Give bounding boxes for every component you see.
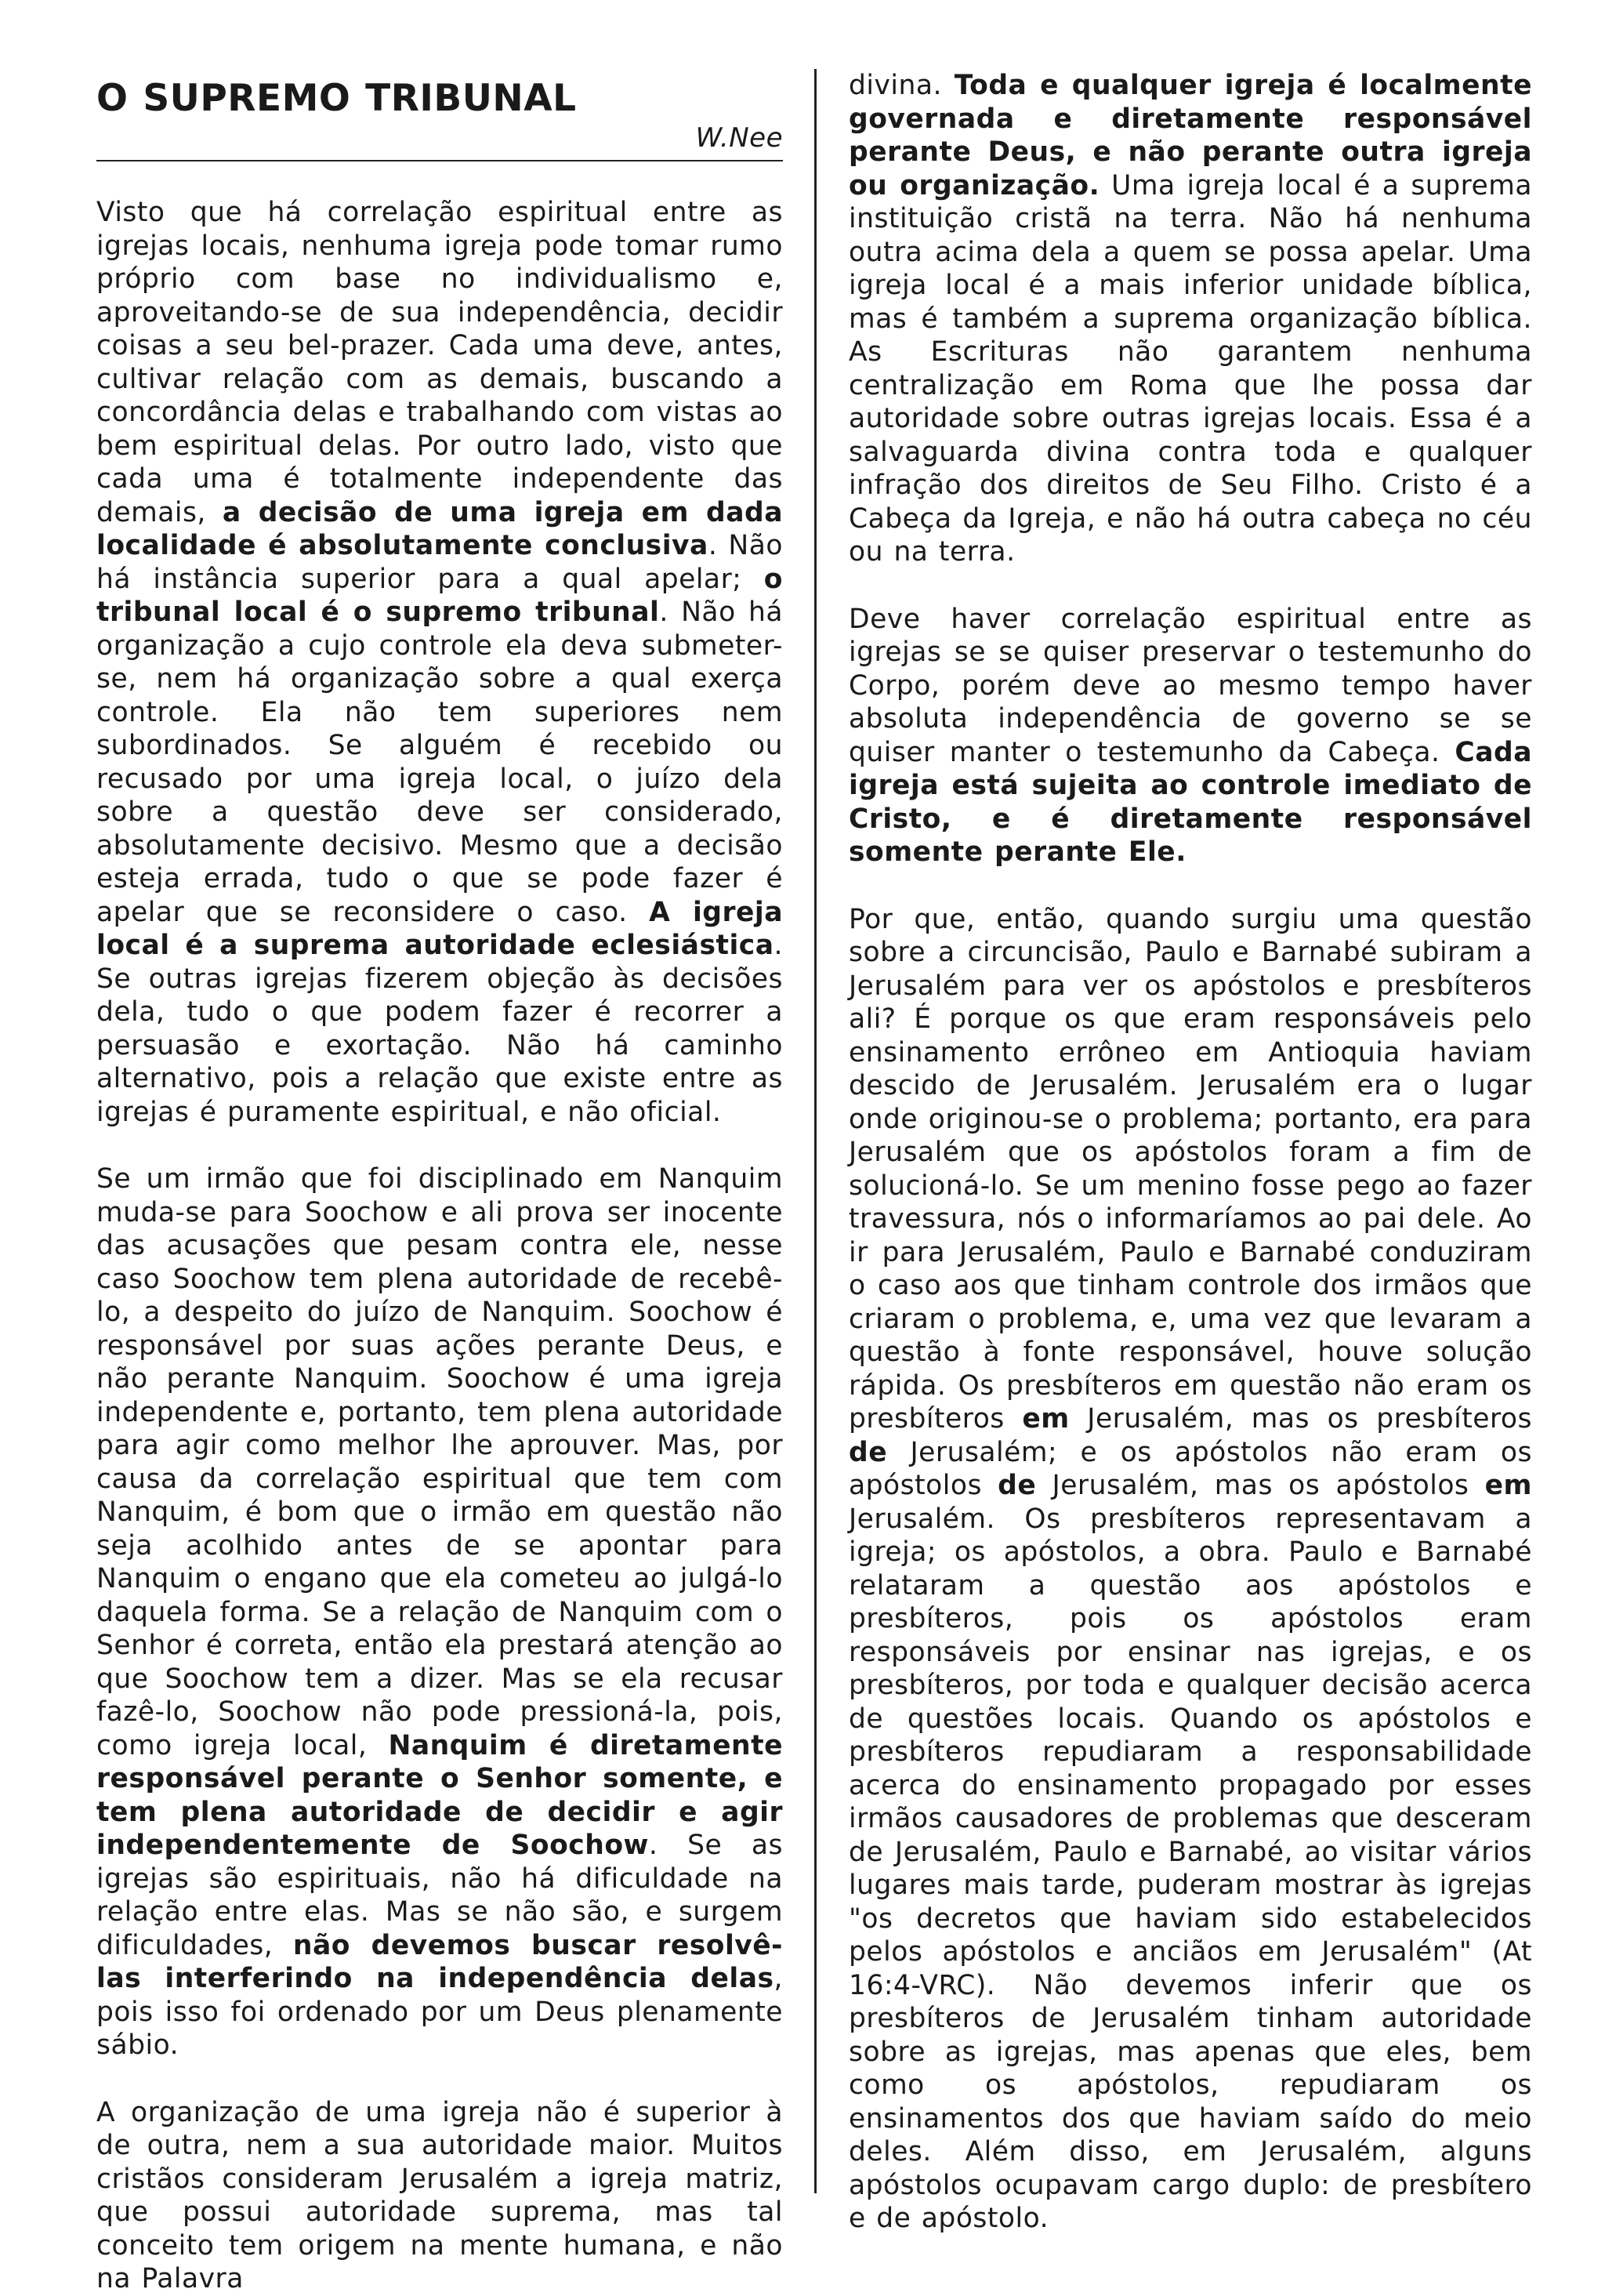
text-span: Deve haver correlação espiritual entre as igrejas se se quiser preservar o testemunho do Corpo, porém deve ao mesmo tempo haver absoluta independência de governo se se quiser manter o testemunho da Cabeça. <box>849 603 1532 768</box>
text-span: Se um irmão que foi disciplinado em Nanquim muda-se para Soochow e ali prova ser inocente das acusações que pesam contra ele, nesse caso Soochow tem plena autoridade de recebê-lo, a despeito do juízo de Nanquim. Soochow é responsável por suas ações perante Deus, e não perante Nanquim. Soochow é uma igreja independente e, portanto, tem plena autoridade para agir como melhor lhe aprouver. Mas, por causa da correlação espiritual que tem com Nanquim, é bom que o irmão em questão não seja acolhido antes de se apontar para Nanquim o engano que ela cometeu ao julgá-lo daquela forma. Se a relação de Nanquim com o Senhor é correta, então ela prestará atenção ao que Soochow tem a dizer. Mas se ela recusar fazê-lo, Soochow não pode pressioná-la, pois, como igreja local, <box>96 1163 783 1761</box>
paragraph-4 <box>849 69 1532 569</box>
article-author: W.Nee <box>695 122 783 154</box>
bold-text: Toda e qualquer igreja é localmente governada e diretamente responsável perante Deus, e não perante outra igreja ou organização. <box>849 70 1532 201</box>
right-column <box>849 69 1532 2236</box>
bold-text: não devemos buscar resolvê-las interferindo na independência delas <box>96 1929 783 1994</box>
text-span: A organização de uma igreja não é superior à de outra, nem a sua autoridade maior. Muitos cristãos consideram Jerusalém a igreja matriz, que possui autoridade suprema, mas tal conceito tem origem na mente humana, e não na Palavra <box>96 2096 783 2294</box>
text-span: , pois isso foi ordenado por um Deus plenamente sábio. <box>96 1963 783 2061</box>
bold-text: A igreja local é a suprema autoridade eclesiástica <box>96 896 783 961</box>
text-span: . Não há instância superior para a qual apelar; <box>96 530 783 595</box>
text-span: . Se as igrejas são espirituais, não há dificuldade na relação entre elas. Mas se não são, e surgem dificuldades, <box>96 1830 784 1961</box>
text-span: . Se outras igrejas fizerem objeção às decisões dela, tudo o que podem fazer é recorrer a persuasão e exortação. Não há caminho alternativo, pois a relação que existe entre as igrejas é puramente espiritual, e não oficial. <box>96 930 783 1128</box>
text-span: Por que, então, quando surgiu uma questão sobre a circuncisão, Paulo e Barnabé subiram a Jerusalém para ver os apóstolos e presbíteros ali? É porque os que eram responsáveis pelo ensinamento errôneo em Antioquia haviam descido de Jerusalém. Jerusalém era o lugar onde originou-se o problema; portanto, era para Jerusalém que os apóstolos foram a fim de solucioná-lo. Se um menino fosse pego ao fazer travessura, nós o informaríamos ao pai dele. Ao ir para Jerusalém, Paulo e Barnabé conduziram o caso aos que tinham controle dos irmãos que criaram o problema, e, uma vez que levaram a questão à fonte responsável, houve solução rápida. Os presbíteros em questão não eram os presbíteros <box>849 903 1532 1435</box>
paragraph-5 <box>849 603 1532 869</box>
text-span: Jerusalém. Os presbíteros representavam a igreja; os apóstolos, a obra. Paulo e Barnabé relataram a questão aos apóstolos e presbíteros, pois os apóstolos eram responsáveis por ensinar nas igrejas, e os presbíteros, por toda e qualquer decisão acerca de questões locais. Quando os apóstolos e presbíteros repudiaram a responsabilidade acerca do ensinamento propagado por esses irmãos causadores de problemas que desceram de Jerusalém, Paulo e Barnabé, ao visitar vários lugares mais tarde, puderam mostrar às igrejas "os decretos que haviam sido estabelecidos pelos apóstolos e anciãos em Jerusalém" (At 16:4-VRC). Não devemos inferir que os presbíteros de Jerusalém tinham autoridade sobre as igrejas, mas apenas que eles, bem como os apóstolos, repudiaram os ensinamentos dos que haviam saído do meio deles. Além disso, em Jerusalém, alguns apóstolos ocupavam cargo duplo: de presbítero e de apóstolo. <box>849 1503 1532 2234</box>
text-span: . Não há organização a cujo controle ela deva submeter-se, nem há organização sobre a qual exerça controle. Ela não tem superiores nem subordinados. Se alguém é recebido ou recusado por uma igreja local, o juízo dela sobre a questão deve ser considerado, absolutamente decisivo. Mesmo que a decisão esteja errada, tudo o que se pode fazer é apelar que se reconsidere o caso. <box>96 597 783 928</box>
bold-text: Cada igreja está sujeita ao controle imediato de Cristo, e é diretamente responsável somente perante Ele. <box>849 736 1532 868</box>
paragraph-1 <box>96 196 783 1129</box>
text-span: Jerusalém; e os apóstolos não eram os apóstolos <box>849 1436 1532 1501</box>
paragraph-6 <box>849 903 1532 2236</box>
text-span: Visto que há correlação espiritual entre as igrejas locais, nenhuma igreja pode tomar rumo próprio com base no individualismo e, aproveitando-se de sua independência, decidir coisas a seu bel-prazer. Cada uma deve, antes, cultivar relação com as demais, buscando a concordância delas e trabalhando com vistas ao bem espiritual delas. Por outro lado, visto que cada uma é totalmente independente das demais, <box>96 197 783 528</box>
bold-text: Nanquim é diretamente responsável perante o Senhor somente, e tem plena autoridade de decidir e agir independentemente de Soochow <box>96 1729 783 1861</box>
article-title: O SUPREMO TRIBUNAL <box>96 77 577 120</box>
text-span: Jerusalém, mas os apóstolos <box>1036 1470 1485 1501</box>
text-span: Jerusalém, mas os presbíteros <box>1069 1403 1532 1435</box>
paragraph-3 <box>96 2096 783 2296</box>
bold-text: em <box>1022 1403 1070 1435</box>
left-column <box>96 69 783 2296</box>
column-divider <box>814 69 817 2193</box>
bold-text: em <box>1484 1470 1532 1501</box>
paragraph-2 <box>96 1163 783 2062</box>
title-rule <box>96 160 783 161</box>
text-span: divina. <box>849 70 955 101</box>
bold-text: de <box>849 1436 888 1468</box>
bold-text: de <box>998 1470 1037 1501</box>
bold-text: o tribunal local é o supremo tribunal <box>96 563 783 628</box>
text-span: Uma igreja local é a suprema instituição cristã na terra. Não há nenhuma outra acima dela a quem se possa apelar. Uma igreja local é a mais inferior unidade bíblica, mas é também a suprema organização bíblica. As Escrituras não garantem nenhuma centralização em Roma que lhe possa dar autoridade sobre outras igrejas locais. Essa é a salvaguarda divina contra toda e qualquer infração dos direitos de Seu Filho. Cristo é a Cabeça da Igreja, e não há outra cabeça no céu ou na terra. <box>849 169 1532 568</box>
bold-text: a decisão de uma igreja em dada localidade é absolutamente conclusiva <box>96 496 783 561</box>
